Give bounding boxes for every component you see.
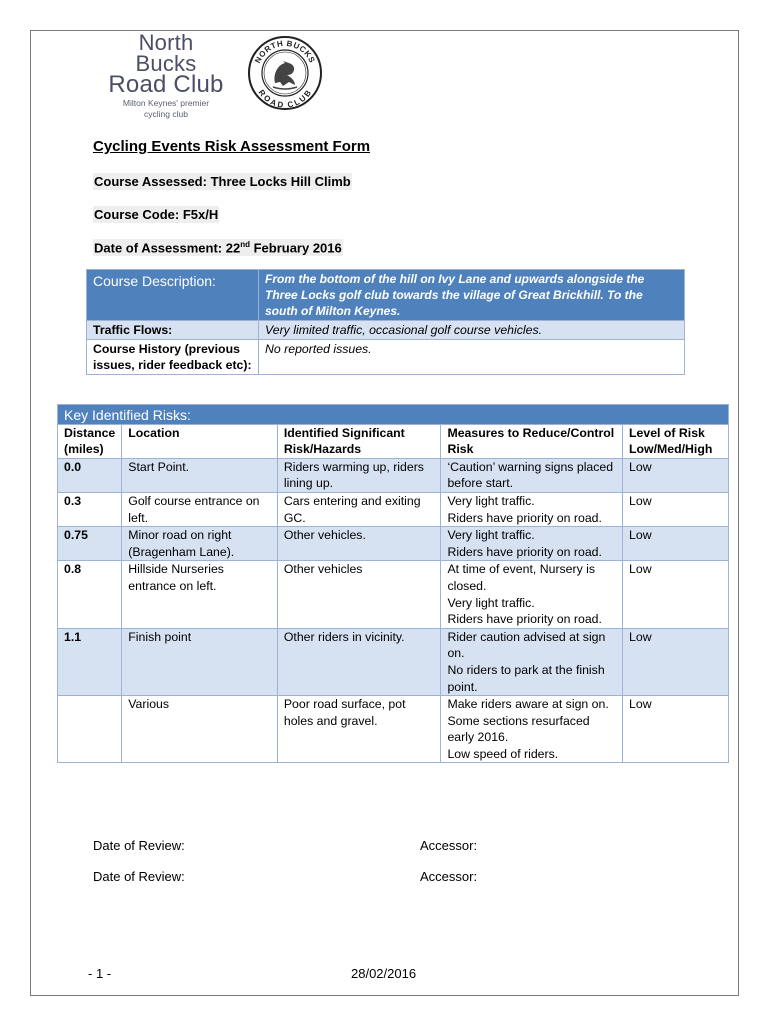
row-location: Finish point	[122, 628, 278, 695]
row-hazard: Cars entering and exiting GC.	[277, 492, 441, 526]
traffic-value: Very limited traffic, occasional golf course vehicles.	[259, 321, 685, 340]
history-label: Course History (previous issues, rider feedback etc):	[87, 340, 259, 375]
table-row	[58, 628, 729, 695]
header-hazard: Identified Significant Risk/Hazards	[277, 424, 441, 458]
row-level: Low	[623, 628, 729, 695]
row-distance: 0.0	[58, 458, 122, 492]
row-location: Start Point.	[122, 458, 278, 492]
accessor-label-1: Accessor:	[420, 838, 478, 853]
footer-date: 28/02/2016	[351, 966, 417, 981]
row-hazard: Other vehicles.	[277, 527, 441, 561]
badge-bottom-text: ROAD CLUB	[256, 88, 314, 110]
row-measures: At time of event, Nursery is closed. Very light traffic. Riders have priority on road.	[441, 561, 623, 628]
row-measures: Make riders aware at sign on. Some sections resurfaced early 2016. Low speed of riders.	[441, 696, 623, 763]
logo-line-1: North	[138, 30, 194, 55]
row-measures: Very light traffic. Riders have priority on road.	[441, 527, 623, 561]
page-number: - 1 -	[88, 966, 112, 981]
row-hazard: Other riders in vicinity.	[277, 628, 441, 695]
risks-title: Key Identified Risks:	[58, 405, 729, 425]
row-level: Low	[623, 527, 729, 561]
traffic-label: Traffic Flows:	[87, 321, 259, 340]
logo-line-3: Road Club	[108, 71, 224, 98]
table-row	[58, 561, 729, 628]
row-level: Low	[623, 492, 729, 526]
table-row	[58, 696, 729, 763]
accessor-label-2: Accessor:	[420, 869, 478, 884]
logo-tagline-1: Milton Keynes' premier	[122, 98, 210, 108]
row-distance: 0.75	[58, 527, 122, 561]
row-measures: ‘Caution’ warning signs placed before start.	[441, 458, 623, 492]
row-level: Low	[623, 458, 729, 492]
club-logo-text	[102, 32, 230, 120]
row-distance: 0.3	[58, 492, 122, 526]
risks-table	[57, 404, 729, 763]
row-measures: Very light traffic. Riders have priority on road.	[441, 492, 623, 526]
course-assessed: Course Assessed: Three Locks Hill Climb	[94, 174, 351, 189]
course-code: Course Code: F5x/H	[94, 207, 219, 222]
review-date-label-1: Date of Review:	[93, 838, 185, 853]
description-label: Course Description:	[87, 270, 259, 321]
table-row	[58, 492, 729, 526]
row-distance	[58, 696, 122, 763]
club-badge-icon	[247, 35, 323, 111]
assessment-date: Date of Assessment: 22nd February 2016	[94, 240, 342, 256]
header-location: Location	[122, 424, 278, 458]
row-level: Low	[623, 561, 729, 628]
header-distance: Distance (miles)	[58, 424, 122, 458]
review-date-label-2: Date of Review:	[93, 869, 185, 884]
header-level: Level of Risk Low/Med/High	[623, 424, 729, 458]
row-location: Golf course entrance on left.	[122, 492, 278, 526]
badge-top-text: NORTH BUCKS	[253, 38, 317, 65]
logo-tagline-2: cycling club	[144, 109, 188, 119]
row-hazard: Poor road surface, pot holes and gravel.	[277, 696, 441, 763]
row-measures: Rider caution advised at sign on. No riders to park at the finish point.	[441, 628, 623, 695]
course-description-table	[86, 269, 685, 375]
row-distance: 1.1	[58, 628, 122, 695]
table-row	[58, 527, 729, 561]
form-title: Cycling Events Risk Assessment Form	[93, 138, 371, 155]
header-measures: Measures to Reduce/Control Risk	[441, 424, 623, 458]
row-location: Hillside Nurseries entrance on left.	[122, 561, 278, 628]
row-location: Various	[122, 696, 278, 763]
row-location: Minor road on right (Bragenham Lane).	[122, 527, 278, 561]
description-value: From the bottom of the hill on Ivy Lane and upwards alongside the Three Locks golf club towards the village of Great Brickhill. To the south of Milton Keynes.	[259, 270, 685, 321]
logo-line-2: Bucks	[135, 51, 197, 76]
row-hazard: Riders warming up, riders lining up.	[277, 458, 441, 492]
row-hazard: Other vehicles	[277, 561, 441, 628]
row-distance: 0.8	[58, 561, 122, 628]
table-row	[58, 458, 729, 492]
row-level: Low	[623, 696, 729, 763]
history-value: No reported issues.	[259, 340, 685, 375]
